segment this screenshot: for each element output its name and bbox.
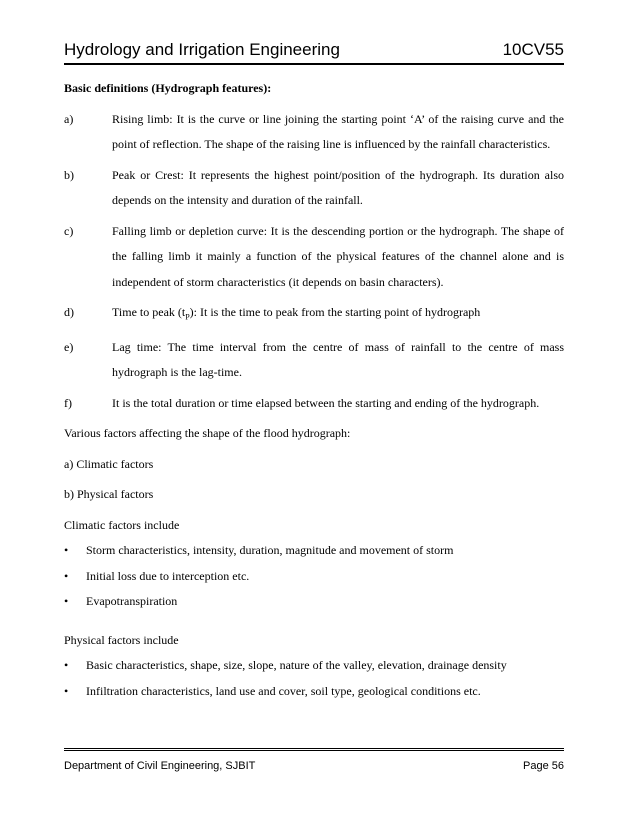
factors-intro: Various factors affecting the shape of the flood hydrograph: (64, 426, 351, 441)
definition-text-post: ): It is the time to peak from the starting point of hydrograph (189, 305, 481, 319)
climatic-intro: Climatic factors include (64, 517, 180, 532)
definition-text (112, 300, 564, 330)
physical-list (64, 653, 564, 704)
definition-subscript: P (185, 312, 190, 322)
page-footer (64, 748, 564, 772)
definition-a (64, 107, 564, 158)
factor-a: a) Climatic factors (64, 456, 154, 471)
definition-text-pre: Time to peak (t (112, 305, 186, 319)
footer-page-number: Page 56 (523, 760, 564, 772)
header-rule (64, 63, 564, 65)
definition-label: f) (64, 395, 72, 410)
list-item: • Evapotranspiration (64, 589, 564, 615)
list-item: • Storm characteristics, intensity, duration, magnitude and movement of storm (64, 538, 564, 564)
header-title: Hydrology and Irrigation Engineering (64, 40, 340, 59)
definition-text: Peak or Crest: It represents the highest point/position of the hydrograph. Its duration also depends on the intensity and duration of the rainfall. (112, 167, 564, 207)
page-body (64, 70, 564, 704)
physical-intro: Physical factors include (64, 632, 179, 647)
definition-label: a) (64, 111, 74, 126)
definition-label: c) (64, 223, 74, 238)
footer-department: Department of Civil Engineering, SJBIT (64, 760, 256, 772)
definition-text: Rising limb: It is the curve or line joining the starting point ‘A’ of the raising curve and the point of reflection. The shape of the raising line is influenced by the rainfall characteristics. (112, 111, 564, 151)
definition-text: Lag time: The time interval from the centre of mass of rainfall to the centre of mass hydrograph is the lag-time. (112, 339, 564, 380)
header-course-code: 10CV55 (502, 40, 564, 59)
definition-b (64, 163, 564, 214)
definition-label: d) (64, 305, 74, 319)
definition-label: b) (64, 167, 74, 182)
definition-text: Falling limb or depletion curve: It is the descending portion or the hydrograph. The shape of the falling limb it mainly a function of the physical features of the channel alone and is independent of storm characteristics (it depends on basin characters). (112, 223, 564, 289)
bullet-icon: • (64, 594, 69, 609)
definition-text: It is the total duration or time elapsed between the starting and ending of the hydrograph. (112, 395, 540, 410)
bullet-icon: • (64, 543, 69, 558)
list-item: • Initial loss due to interception etc. (64, 564, 564, 590)
definition-c (64, 219, 564, 296)
factor-b: b) Physical factors (64, 487, 154, 502)
bullet-icon: • (64, 568, 69, 583)
section-heading: Basic definitions (Hydrograph features): (64, 81, 272, 95)
list-item: • Basic characteristics, shape, size, slope, nature of the valley, elevation, drainage density (64, 653, 564, 679)
page-header (64, 37, 564, 65)
bullet-icon: • (64, 683, 69, 698)
definition-e (64, 335, 564, 386)
definition-label: e) (64, 339, 74, 354)
definition-d (64, 300, 564, 330)
bullet-icon: • (64, 658, 69, 673)
climatic-list (64, 538, 564, 615)
definition-f (64, 391, 564, 417)
footer-rule (64, 748, 564, 751)
list-item: • Infiltration characteristics, land use and cover, soil type, geological conditions etc. (64, 679, 564, 705)
